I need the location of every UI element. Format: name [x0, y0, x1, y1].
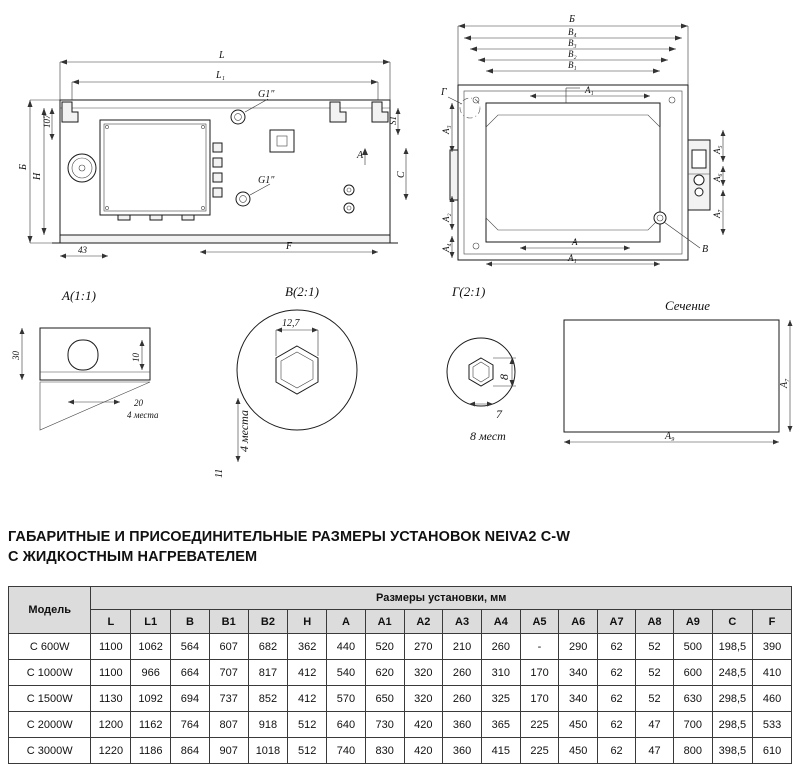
table-cell-value: 62	[598, 634, 636, 660]
table-cell-value: 1200	[91, 712, 131, 738]
table-cell-value: 1220	[91, 738, 131, 764]
table-cell-value: 564	[171, 634, 210, 660]
top-dim-A4: A₄	[441, 243, 451, 252]
table-cell-value: 360	[443, 712, 482, 738]
table-cell-value: 225	[520, 712, 559, 738]
dimensions-table	[8, 586, 792, 764]
table-cell-value: 1018	[248, 738, 288, 764]
top-dim-B1: B₁	[568, 60, 577, 70]
table-cell-value: 700	[674, 712, 713, 738]
table-cell-value: 512	[288, 712, 327, 738]
front-view	[18, 50, 409, 259]
table-cell-value: -	[520, 634, 559, 660]
table-col-C: C	[712, 610, 752, 634]
front-dim-F: F	[286, 241, 293, 252]
table-cell-value: 62	[598, 686, 636, 712]
front-label-g1-top: G1"	[258, 89, 275, 100]
table-cell-model: C 2000W	[9, 712, 91, 738]
table-cell-value: 764	[171, 712, 210, 738]
front-dim-43: 43	[78, 245, 87, 255]
table-cell-value: 440	[327, 634, 366, 660]
table-cell-value: 390	[753, 634, 792, 660]
table-cell-value: 210	[443, 634, 482, 660]
top-dim-B-cyr: Б	[569, 14, 575, 25]
table-row	[9, 686, 792, 712]
table-col-A9: A9	[674, 610, 713, 634]
table-cell-value: 52	[636, 660, 674, 686]
table-cell-value: 52	[636, 634, 674, 660]
top-dim-B4: B₄	[568, 27, 577, 37]
table-cell-value: 852	[248, 686, 288, 712]
table-cell-value: 740	[327, 738, 366, 764]
table-cell-value: 270	[404, 634, 443, 660]
table-cell-value: 450	[559, 738, 598, 764]
top-detail-marker-G: Г	[441, 87, 447, 98]
table-header-group: Размеры установки, мм	[91, 587, 792, 610]
table-cell-value: 170	[520, 686, 559, 712]
table-cell-value: 248,5	[712, 660, 752, 686]
front-view-arrow-A: А	[357, 150, 364, 161]
table-cell-value: 610	[753, 738, 792, 764]
table-cell-value: 47	[636, 712, 674, 738]
table-cell-value: 966	[131, 660, 171, 686]
front-dim-107: 107	[42, 114, 52, 128]
table-cell-model: C 600W	[9, 634, 91, 660]
table-cell-value: 1062	[131, 634, 171, 660]
table-cell-value: 707	[209, 660, 248, 686]
table-col-L: L	[91, 610, 131, 634]
table-row	[9, 712, 792, 738]
table-cell-value: 460	[753, 686, 792, 712]
table-cell-value: 420	[404, 738, 443, 764]
table-cell-value: 830	[365, 738, 404, 764]
table-row	[9, 634, 792, 660]
table-cell-value: 620	[365, 660, 404, 686]
table-cell-value: 650	[365, 686, 404, 712]
table-col-F: F	[753, 610, 792, 634]
table-cell-value: 415	[481, 738, 520, 764]
table-cell-value: 412	[288, 686, 327, 712]
table-col-A1: A1	[365, 610, 404, 634]
table-cell-value: 600	[674, 660, 713, 686]
table-cell-value: 260	[443, 686, 482, 712]
top-dim-B2: B₂	[568, 49, 577, 59]
table-col-A2: A2	[404, 610, 443, 634]
table-col-A7: A7	[598, 610, 636, 634]
detail-g-title: Г(2:1)	[452, 284, 486, 299]
table-cell-value: 500	[674, 634, 713, 660]
table-cell-value: 298,5	[712, 686, 752, 712]
detail-view-g	[447, 284, 516, 443]
top-dim-A1-lower: A₁	[568, 253, 577, 263]
table-col-A8: A8	[636, 610, 674, 634]
table-col-B1: B1	[209, 610, 248, 634]
table-cell-value: 260	[443, 660, 482, 686]
table-header-model: Модель	[9, 587, 91, 634]
table-cell-value: 365	[481, 712, 520, 738]
top-dim-B3: B₃	[568, 38, 577, 48]
front-dim-H: H	[32, 172, 43, 180]
table-cell-value: 540	[327, 660, 366, 686]
table-col-A6: A6	[559, 610, 598, 634]
table-cell-value: 450	[559, 712, 598, 738]
table-cell-value: 360	[443, 738, 482, 764]
table-cell-value: 607	[209, 634, 248, 660]
top-dim-A2: A₂	[441, 213, 451, 222]
table-cell-value: 298,5	[712, 712, 752, 738]
table-col-B2: B2	[248, 610, 288, 634]
table-cell-value: 1162	[131, 712, 171, 738]
section-view	[564, 298, 793, 445]
detail-view-a	[11, 288, 159, 430]
table-col-L1: L1	[131, 610, 171, 634]
table-cell-value: 410	[753, 660, 792, 686]
table-cell-value: 1130	[91, 686, 131, 712]
table-cell-value: 864	[171, 738, 210, 764]
table-cell-value: 640	[327, 712, 366, 738]
top-dim-A: A	[572, 237, 578, 247]
top-dim-A5: A₅	[712, 145, 722, 154]
top-dim-A6: A₆	[712, 173, 722, 182]
table-cell-value: 198,5	[712, 634, 752, 660]
table-cell-value: 682	[248, 634, 288, 660]
table-cell-value: 907	[209, 738, 248, 764]
table-group-header-row	[9, 587, 792, 610]
table-cell-value: 340	[559, 660, 598, 686]
table-col-H: H	[288, 610, 327, 634]
table-cell-value: 1092	[131, 686, 171, 712]
table-cell-model: C 1500W	[9, 686, 91, 712]
table-cell-value: 1186	[131, 738, 171, 764]
front-dim-L1: L₁	[216, 70, 226, 81]
table-cell-value: 225	[520, 738, 559, 764]
table-cell-value: 47	[636, 738, 674, 764]
table-cell-value: 807	[209, 712, 248, 738]
table-cell-value: 512	[288, 738, 327, 764]
detail-a-note-4places: 4 места	[127, 410, 159, 420]
table-cell-value: 520	[365, 634, 404, 660]
table-cell-value: 290	[559, 634, 598, 660]
title-line-1: ГАБАРИТНЫЕ И ПРИСОЕДИНИТЕЛЬНЫЕ РАЗМЕРЫ УСТАНОВОК NEIVA2 C-W	[8, 529, 570, 545]
title-line-2: С ЖИДКОСТНЫМ НАГРЕВАТЕЛЕМ	[8, 549, 258, 565]
table-cell-value: 62	[598, 738, 636, 764]
top-view	[440, 14, 726, 267]
detail-b-dim-11: 11	[214, 468, 225, 478]
table-cell-value: 817	[248, 660, 288, 686]
table-col-A3: A3	[443, 610, 482, 634]
table-cell-model: C 1000W	[9, 660, 91, 686]
top-detail-marker-B: В	[702, 244, 709, 255]
table-cell-value: 420	[404, 712, 443, 738]
table-row	[9, 660, 792, 686]
table-cell-value: 570	[327, 686, 366, 712]
detail-g-dim-7: 7	[496, 407, 502, 421]
table-cell-value: 737	[209, 686, 248, 712]
section-dim-A7: A₇	[779, 378, 790, 388]
top-dim-A7: A₇	[712, 209, 722, 218]
detail-a-dim-30: 30	[11, 351, 21, 360]
table-cell-value: 664	[171, 660, 210, 686]
detail-b-dim-12-7: 12,7	[282, 318, 300, 329]
table-cell-value: 730	[365, 712, 404, 738]
table-cell-value: 310	[481, 660, 520, 686]
table-cell-model: C 3000W	[9, 738, 91, 764]
table-cell-value: 260	[481, 634, 520, 660]
table-cell-value: 918	[248, 712, 288, 738]
front-dim-S1: S1	[388, 116, 398, 125]
detail-a-title: А(1:1)	[62, 288, 96, 303]
table-col-A5: A5	[520, 610, 559, 634]
table-cell-value: 362	[288, 634, 327, 660]
table-cell-value: 62	[598, 660, 636, 686]
detail-b-note-4places: 4 места	[237, 410, 251, 452]
table-cell-value: 320	[404, 660, 443, 686]
table-cell-value: 533	[753, 712, 792, 738]
front-dim-C: C	[396, 171, 407, 178]
table-cell-value: 412	[288, 660, 327, 686]
table-cell-value: 340	[559, 686, 598, 712]
detail-a-dim-20: 20	[134, 398, 143, 408]
front-dim-B-cyr: Б	[18, 164, 29, 170]
front-dim-L: L	[219, 50, 225, 61]
table-cell-value: 800	[674, 738, 713, 764]
table-cell-value: 52	[636, 686, 674, 712]
front-label-g1-bottom: G1"	[258, 175, 275, 186]
detail-g-note-8places: 8 мест	[470, 429, 506, 443]
table-col-B: B	[171, 610, 210, 634]
table-col-A4: A4	[481, 610, 520, 634]
top-dim-A3: A₃	[441, 125, 451, 134]
section-dim-A9: A₉	[665, 431, 675, 442]
detail-a-dim-10: 10	[131, 353, 141, 362]
section-title: Сечение	[665, 298, 711, 313]
detail-b-title: В(2:1)	[285, 284, 319, 299]
table-cell-value: 62	[598, 712, 636, 738]
table-cell-value: 694	[171, 686, 210, 712]
title-block	[8, 527, 792, 567]
table-cell-value: 630	[674, 686, 713, 712]
table-cell-value: 170	[520, 660, 559, 686]
table-col-A: A	[327, 610, 366, 634]
table-cell-value: 320	[404, 686, 443, 712]
table-cell-value: 325	[481, 686, 520, 712]
table-cell-value: 1100	[91, 634, 131, 660]
detail-g-dim-8: 8	[497, 374, 511, 380]
table-cell-value: 1100	[91, 660, 131, 686]
table-cell-value: 398,5	[712, 738, 752, 764]
table-column-header-row	[9, 610, 792, 634]
detail-view-b	[214, 284, 357, 478]
top-dim-A1-upper: A₁	[585, 85, 594, 95]
